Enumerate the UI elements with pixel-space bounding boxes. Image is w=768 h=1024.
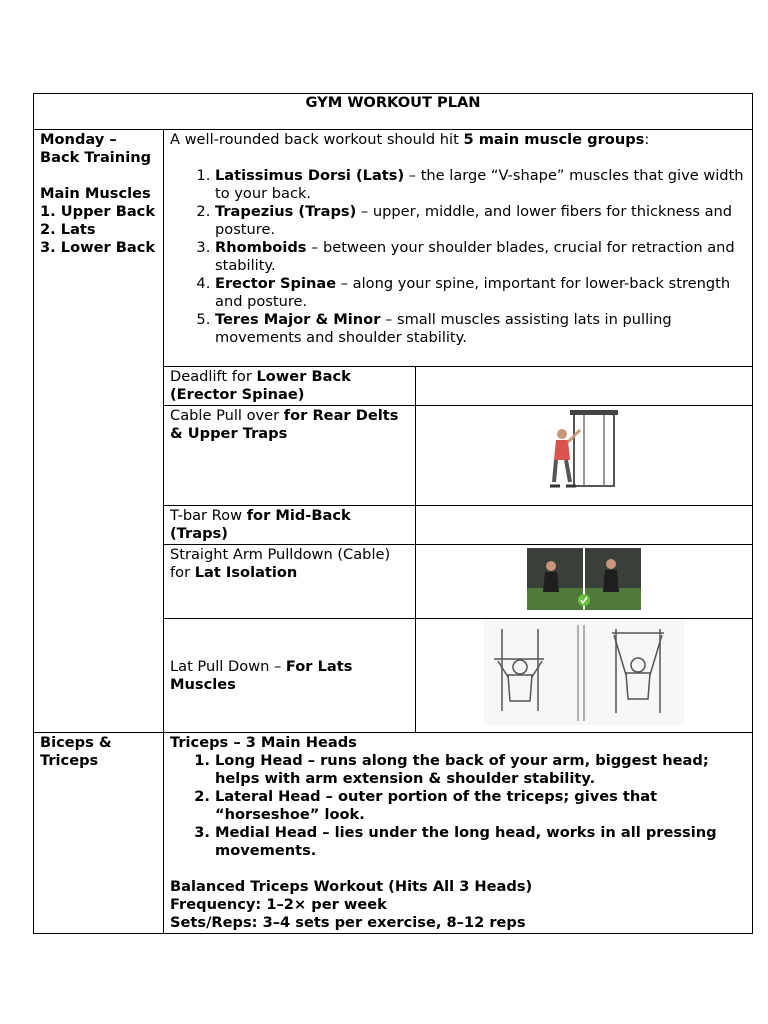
exercise-cell-tbar-row: T-bar Row for Mid-Back (Traps) xyxy=(164,506,416,545)
triceps-heads-list xyxy=(170,752,746,860)
list-item: 2. Trapezius (Traps) – upper, middle, and lower fibers for thickness and posture. xyxy=(215,203,746,239)
list-item: 3. Medial Head – lies under the long head, works in all pressing movements. xyxy=(215,824,746,860)
triceps-workout-title: Balanced Triceps Workout (Hits All 3 Heads) xyxy=(170,878,533,895)
monday-day-cell xyxy=(34,130,164,733)
muscle-item: 2. Lats xyxy=(40,221,96,238)
muscle-group-list xyxy=(170,167,746,347)
arms-day-cell xyxy=(34,733,164,934)
triceps-cell xyxy=(164,733,753,934)
table-title: GYM WORKOUT PLAN xyxy=(34,94,753,130)
exercise-image-cell xyxy=(416,367,753,406)
list-item: 3. Rhomboids – between your shoulder blades, crucial for retraction and stability. xyxy=(215,239,746,275)
exercise-cell-lat-pulldown: Lat Pull Down – For Lats Muscles xyxy=(164,619,416,733)
back-intro: A well-rounded back workout should hit 5 main muscle groups: xyxy=(170,131,650,148)
muscle-item: 3. Lower Back xyxy=(40,239,156,256)
lat-pulldown-illustration xyxy=(484,621,684,725)
exercise-image-cell xyxy=(416,619,753,733)
list-item: 1. Latissimus Dorsi (Lats) – the large “V-shape” muscles that give width to your back. xyxy=(215,167,746,203)
back-intro-cell xyxy=(164,130,753,367)
sets-reps-line: Sets/Reps: 3–4 sets per exercise, 8–12 reps xyxy=(170,914,526,931)
frequency-line: Frequency: 1–2× per week xyxy=(170,896,387,913)
monday-day-label: Monday – Back Training xyxy=(40,131,152,166)
exercise-cell-cable-pullover: Cable Pull over for Rear Delts & Upper Traps xyxy=(164,406,416,506)
list-item: 4. Erector Spinae – along your spine, important for lower-back strength and posture. xyxy=(215,275,746,311)
arms-day-label: Biceps & Triceps xyxy=(40,734,112,769)
list-item: 1. Long Head – runs along the back of your arm, biggest head; helps with arm extension & shoulder stability. xyxy=(215,752,746,788)
workout-plan-page xyxy=(33,93,752,934)
cable-pullover-illustration xyxy=(544,408,624,498)
list-item: 2. Lateral Head – outer portion of the triceps; gives that “horseshoe” look. xyxy=(215,788,746,824)
exercise-cell-deadlift: Deadlift for Lower Back (Erector Spinae) xyxy=(164,367,416,406)
list-item: 5. Teres Major & Minor – small muscles assisting lats in pulling movements and shoulder stability. xyxy=(215,311,746,347)
exercise-image-cell xyxy=(416,545,753,619)
exercise-cell-straight-arm-pulldown: Straight Arm Pulldown (Cable) for Lat Isolation xyxy=(164,545,416,619)
exercise-image-cell xyxy=(416,406,753,506)
exercise-image-cell xyxy=(416,506,753,545)
triceps-heads-title: Triceps – 3 Main Heads xyxy=(170,734,357,751)
straight-arm-pulldown-photo xyxy=(527,548,641,610)
workout-table xyxy=(33,93,753,934)
muscle-item: 1. Upper Back xyxy=(40,203,156,220)
main-muscles-label: Main Muscles xyxy=(40,185,151,202)
